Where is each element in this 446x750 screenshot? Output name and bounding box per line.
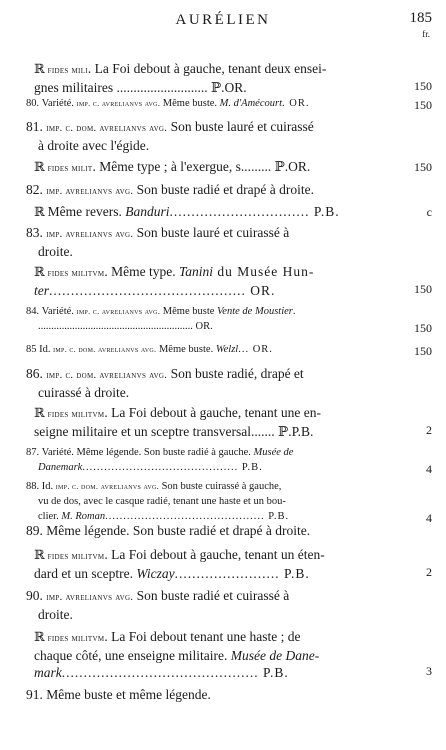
entry-number: 90. — [26, 588, 47, 603]
entry-text: cuirassé à droite. — [38, 385, 130, 400]
entry-text: . OR. — [282, 98, 310, 109]
source-reference: Banduri — [125, 204, 170, 219]
entry-line — [34, 664, 404, 681]
reverse-symbol: ℝ — [34, 406, 45, 420]
entry-line — [34, 158, 404, 177]
entry-text: Son buste radié et cuirassé à — [133, 588, 290, 603]
entry-line — [26, 460, 404, 475]
entry-line — [34, 79, 404, 96]
entry-text: ............................................. OR. — [49, 283, 276, 298]
entry-number: 89. — [26, 523, 47, 538]
entry-text: seigne militaire et un sceptre transversal....... ℙ.P.B. — [34, 424, 314, 439]
entry-number: 86. — [26, 366, 47, 381]
price-value: 150 — [414, 98, 432, 112]
entry-number: 84. — [26, 306, 42, 317]
source-reference: Vente de Moustier — [217, 306, 293, 317]
catalog-entry — [26, 587, 404, 623]
entry-line — [26, 494, 404, 509]
entry-text: droite. — [38, 607, 73, 622]
entry-text: vu de dos, avec le casque radié, tenant une haste et un bou- — [38, 496, 286, 507]
page-title: AURÉLIEN — [175, 12, 271, 28]
entry-text: ............................................. P.B. — [61, 665, 289, 680]
entry-text: Id. — [39, 344, 54, 355]
entry-text: Son buste radié et drapé à droite. — [133, 182, 314, 197]
entry-text: dard et un sceptre. — [34, 566, 137, 581]
source-reference: M. d'Amécourt — [219, 98, 282, 109]
legend-text: imp. c. dom. avrelianvs avg. — [46, 370, 168, 381]
legend-text: imp. avrelianvs avg. — [46, 229, 134, 240]
entry-line — [26, 224, 404, 243]
legend-text: fides militvm — [47, 268, 105, 279]
catalog-entry — [26, 224, 404, 260]
legend-text: fides militvm — [47, 633, 105, 644]
entry-line — [34, 404, 404, 423]
price-value: 4 — [426, 462, 432, 476]
source-reference: ter — [34, 283, 49, 298]
price-value: 2 — [426, 565, 432, 579]
entry-number: 88. — [26, 481, 42, 492]
entry-line — [34, 546, 404, 565]
entry-number: 82. — [26, 182, 47, 197]
source-reference: Tanini — [178, 264, 213, 279]
entry-text: . La Foi debout tenant une haste ; de — [104, 629, 301, 644]
page-number: 185 — [409, 10, 432, 26]
entry-text: gnes militaires ........................... ℙ.OR. — [34, 80, 247, 95]
catalog-entry — [26, 686, 404, 703]
catalog-entry — [34, 546, 404, 582]
catalog-entry — [26, 522, 404, 539]
catalog-entry — [26, 365, 404, 401]
entry-line — [34, 628, 404, 647]
entry-text: ........................................... P.B. — [82, 462, 263, 473]
price-value: 2 — [426, 423, 432, 437]
legend-text: fides militvm — [47, 409, 105, 420]
legend-text: imp. c. dom. avrelianvs avg. — [55, 482, 159, 491]
entry-line — [26, 319, 404, 334]
entry-text: Id. — [41, 481, 56, 492]
catalog-entry — [26, 445, 404, 475]
entry-text: ........................................................... OR. — [38, 321, 213, 332]
price-value: 150 — [414, 321, 432, 335]
reverse-symbol: ℝ — [34, 630, 45, 644]
entry-text: . — [292, 306, 297, 317]
entry-text: clier. — [38, 511, 62, 522]
entry-line — [26, 606, 404, 623]
entry-text: Même revers. — [47, 204, 126, 219]
entry-text: . La Foi debout à gauche, tenant deux ensei- — [87, 61, 327, 76]
entry-text: . La Foi debout à gauche, tenant une en- — [104, 405, 322, 420]
entry-line — [26, 243, 404, 260]
entry-text: Son buste radié, drapé et — [167, 366, 304, 381]
entry-text: Même buste. — [156, 344, 216, 355]
catalog-entry — [26, 479, 404, 524]
source-reference: Musée de — [253, 447, 294, 458]
entry-line — [34, 203, 404, 221]
entry-text: droite. — [38, 244, 73, 259]
legend-text: imp. avrelianvs avg. — [46, 186, 134, 197]
entry-text: . La Foi debout à gauche, tenant un éten- — [104, 547, 325, 562]
entry-number: 83. — [26, 225, 47, 240]
entry-text: Variété. — [41, 98, 77, 109]
catalog-entry — [26, 118, 404, 154]
entry-line — [26, 522, 404, 539]
currency-unit: fr. — [422, 29, 430, 39]
source-reference: M. Roman — [61, 511, 106, 522]
entry-text: Même buste — [160, 306, 218, 317]
price-value: 150 — [414, 79, 432, 93]
reverse-symbol: ℝ — [34, 62, 45, 76]
entry-text: Variété. — [41, 306, 77, 317]
entry-text: du Musée Hun- — [213, 264, 315, 279]
page-header — [0, 10, 446, 50]
reverse-symbol: ℝ — [34, 205, 45, 219]
entry-line — [26, 384, 404, 401]
entry-line — [26, 342, 404, 357]
entry-line — [26, 118, 404, 137]
entry-number: 87. — [26, 447, 42, 458]
entry-line — [34, 282, 404, 299]
source-reference: mark — [34, 665, 62, 680]
legend-text: fides militvm — [47, 551, 105, 562]
legend-text: fides mili — [47, 65, 88, 76]
price-value: 150 — [414, 344, 432, 358]
catalog-entry — [26, 304, 404, 334]
source-reference: Welzl — [215, 344, 239, 355]
reverse-symbol: ℝ — [34, 548, 45, 562]
entry-text: ................................ P.B. — [169, 204, 340, 219]
price-value: c — [426, 205, 432, 219]
entry-line — [26, 304, 404, 319]
reverse-symbol: ℝ — [34, 160, 45, 174]
catalog-entry — [34, 404, 404, 440]
catalog-entry — [26, 96, 404, 111]
entry-line — [34, 263, 404, 282]
entry-line — [34, 60, 404, 79]
legend-text: fides milit — [47, 163, 93, 174]
entry-line — [26, 365, 404, 384]
source-reference: Wiczay — [136, 566, 175, 581]
catalog-entry — [26, 181, 404, 200]
legend-text: imp. c. avrelianvs avg. — [76, 99, 161, 108]
entry-line — [26, 686, 404, 703]
legend-text: imp. c. dom. avrelianvs avg. — [53, 345, 157, 354]
entry-line — [26, 96, 404, 111]
legend-text: imp. c. avrelianvs avg. — [76, 307, 161, 316]
catalog-entry — [34, 158, 404, 177]
entry-line — [34, 647, 404, 664]
source-reference: Danemark — [38, 462, 83, 473]
entry-number: 81. — [26, 119, 47, 134]
entry-text: Même buste. — [160, 98, 220, 109]
source-reference: Musée de Dane- — [230, 648, 320, 663]
entry-text: Même légende. Son buste radié et drapé à droite. — [46, 523, 311, 538]
price-value: 3 — [426, 664, 432, 678]
entry-text: . Même type ; à l'exergue, s......... ℙ.OR. — [92, 159, 311, 174]
entry-text: chaque côté, une enseigne militaire. — [34, 648, 231, 663]
catalog-entry — [34, 60, 404, 96]
entry-line — [34, 423, 404, 440]
entry-line — [26, 587, 404, 606]
entry-number: 91. — [26, 687, 47, 702]
entry-text: ........................ P.B. — [174, 566, 310, 581]
price-value: 4 — [426, 511, 432, 525]
entry-number: 80. — [26, 98, 42, 109]
reverse-symbol: ℝ — [34, 265, 45, 279]
legend-text: imp. c. dom. avrelianvs avg. — [46, 123, 168, 134]
entry-text: . Même type. — [104, 264, 179, 279]
catalog-entry — [26, 342, 404, 357]
entry-line — [26, 479, 404, 494]
entry-text: ............................................ P.B. — [105, 511, 290, 522]
catalog-entry — [34, 628, 404, 681]
entry-text: ... OR. — [238, 344, 273, 355]
entry-text: à droite avec l'égide. — [38, 138, 150, 153]
entry-number: 85 — [26, 344, 40, 355]
entry-line — [26, 137, 404, 154]
entry-text: Variété. Même légende. Son buste radié à gauche. — [41, 447, 254, 458]
entry-text: Son buste lauré et cuirassé à — [133, 225, 290, 240]
price-value: 150 — [414, 160, 432, 174]
catalog-entry — [34, 263, 404, 299]
entry-text: Son buste lauré et cuirassé — [167, 119, 314, 134]
entry-line — [26, 181, 404, 200]
entry-text: Même buste et même légende. — [46, 687, 211, 702]
catalog-entry — [34, 203, 404, 221]
price-value: 150 — [414, 282, 432, 296]
legend-text: imp. avrelianvs avg. — [46, 592, 134, 603]
entry-line — [26, 445, 404, 460]
entry-text: Son buste cuirassé à gauche, — [158, 481, 282, 492]
entry-line — [34, 565, 404, 582]
